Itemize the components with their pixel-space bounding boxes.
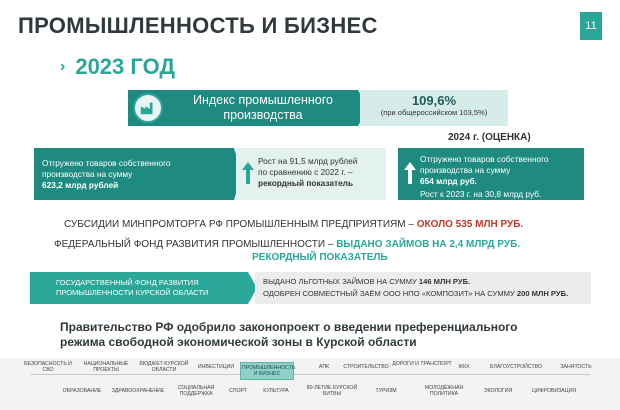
government-statement (60, 320, 580, 350)
nav-item-budget[interactable]: БЮДЖЕТ КУРСКОЙ ОБЛАСТИ (139, 361, 189, 373)
growth-2023-line2: по сравнению с 2022 г. – (258, 167, 353, 177)
state-fund-label (30, 272, 248, 304)
state-fund-item2-text: ОДОБРЕН СОВМЕСТНЫЙ ЗАЁМ ООО НПО «КОМПОЗИТ» НА СУММУ (263, 289, 517, 298)
federal-fund-line (54, 239, 520, 250)
shipments-2024-box (398, 148, 584, 200)
chevron-right-icon: › (60, 58, 66, 75)
section-navigation (0, 358, 620, 410)
nav-item-improvement[interactable]: БЛАГОУСТРОЙСТВО (490, 364, 542, 370)
arrow-up-icon (242, 162, 254, 184)
year-label: 2023 ГОД (75, 54, 176, 79)
federal-fund-record: РЕКОРДНЫЙ ПОКАЗАТЕЛЬ (252, 252, 388, 263)
subsidies-text: СУБСИДИИ МИНПРОМТОРГА РФ ПРОМЫШЛЕННЫМ ПРЕДПРИЯТИЯМ – (64, 219, 417, 230)
nav-item-industry-business[interactable]: ПРОМЫШЛЕННОСТЬ И БИЗНЕС (240, 362, 294, 380)
nav-item-social-support[interactable]: СОЦИАЛЬНАЯ ПОДДЕРЖКА (177, 385, 215, 397)
year-heading (60, 54, 175, 80)
nav-item-investments[interactable]: ИНВЕСТИЦИИ (197, 364, 235, 370)
state-fund-item2-value: 200 МЛН РУБ. (516, 289, 569, 298)
nav-item-tourism[interactable]: ТУРИЗМ (375, 388, 397, 394)
industrial-index-label-line2: производства (223, 108, 303, 122)
nav-item-youth-policy[interactable]: МОЛОДЁЖНАЯ ПОЛИТИКА (424, 385, 464, 397)
government-line2: режима свободной экономической зоны в Курской области (60, 335, 417, 349)
state-fund-details (255, 272, 591, 304)
shipments-2024-line2: производства на сумму (420, 165, 511, 175)
nav-item-education[interactable]: ОБРАЗОВАНИЕ (62, 388, 102, 394)
state-fund-item1 (263, 276, 583, 288)
shipments-2024-growth: Рост к 2023 г. на 30,8 млрд руб. (420, 189, 542, 199)
nav-item-national-projects[interactable]: НАЦИОНАЛЬНЫЕ ПРОЕКТЫ (83, 361, 129, 373)
nav-item-ecology[interactable]: ЭКОЛОГИЯ (483, 388, 513, 394)
nav-item-culture[interactable]: КУЛЬТУРА (263, 388, 289, 394)
nav-item-sport[interactable]: СПОРТ (229, 388, 247, 394)
estimate-label: 2024 г. (ОЦЕНКА) (448, 132, 531, 143)
nav-item-employment[interactable]: ЗАНЯТОСТЬ (560, 364, 592, 370)
nav-item-kursk-battle[interactable]: 80-ЛЕТИЕ КУРСКОЙ БИТВЫ (306, 385, 358, 397)
shipments-2023-box (34, 148, 234, 200)
state-fund-item1-text: ВЫДАНО ЛЬГОТНЫХ ЗАЙМОВ НА СУММУ (263, 277, 419, 286)
industrial-index-value: 109,6% (411, 93, 457, 108)
nav-item-security[interactable]: БЕЗОПАСНОСТЬ И СВО (24, 361, 72, 373)
shipments-2023-line1: Отгружено товаров собственного (42, 158, 171, 168)
page-title: ПРОМЫШЛЕННОСТЬ И БИЗНЕС (18, 13, 378, 38)
federal-fund-highlight: ВЫДАНО ЗАЙМОВ НА 2,4 МЛРД РУБ. (336, 239, 521, 250)
industrial-index-value-box (360, 90, 508, 126)
nav-item-housing[interactable]: ЖКХ (458, 364, 470, 370)
nav-item-healthcare[interactable]: ЗДРАВООХРАНЕНИЕ (111, 388, 165, 394)
state-fund-label-line1: ГОСУДАРСТВЕННЫЙ ФОНД РАЗВИТИЯ (56, 278, 199, 287)
growth-2023-box (236, 148, 386, 200)
federal-fund-text: ФЕДЕРАЛЬНЫЙ ФОНД РАЗВИТИЯ ПРОМЫШЛЕННОСТИ – (54, 239, 337, 250)
subsidies-line (64, 219, 523, 230)
state-fund-label-line2: ПРОМЫШЛЕННОСТИ КУРСКОЙ ОБЛАСТИ (56, 288, 209, 297)
industrial-index-sub: (при общероссийском 103,5%) (380, 108, 488, 117)
shipments-2024-line1: Отгружено товаров собственного (420, 154, 549, 164)
nav-item-roads[interactable]: ДОРОГИ И ТРАНСПОРТ (392, 361, 452, 367)
arrow-up-icon (404, 162, 416, 184)
industrial-index-label-line1: Индекс промышленного (193, 93, 333, 107)
nav-item-construction[interactable]: СТРОИТЕЛЬСТВО (343, 364, 389, 370)
shipments-2023-line2: производства на сумму (42, 169, 133, 179)
nav-item-digitalization[interactable]: ЦИФРОВИЗАЦИЯ (532, 388, 576, 394)
government-line1: Правительство РФ одобрило законопроект о введении преференциального (60, 320, 518, 334)
growth-2023-line1: Рост на 91,5 млрд рублей (258, 156, 358, 166)
nav-item-agro[interactable]: АПК (318, 364, 330, 370)
nav-timeline (30, 374, 590, 375)
state-fund-item2 (263, 288, 583, 300)
state-fund-item1-value: 146 МЛН РУБ. (418, 277, 471, 286)
shipments-2024-amount: 654 млрд руб. (420, 176, 477, 186)
subsidies-highlight: ОКОЛО 535 МЛН РУБ. (416, 219, 524, 230)
factory-icon (133, 93, 163, 123)
shipments-2023-amount: 623,2 млрд рублей (42, 180, 119, 190)
page-number-badge: 11 (580, 12, 602, 40)
growth-2023-line3: рекордный показатель (258, 178, 354, 188)
